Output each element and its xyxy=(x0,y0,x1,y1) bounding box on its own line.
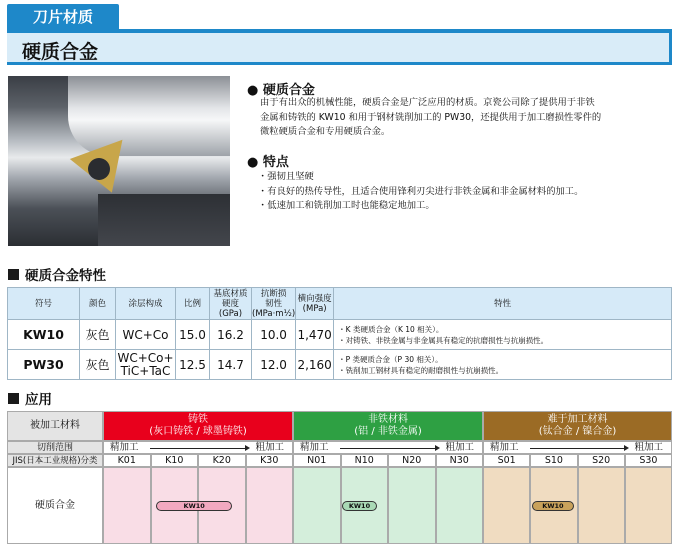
arrow-head-icon xyxy=(435,445,440,451)
grade-toughness: 12.0 xyxy=(252,350,296,380)
rough-label: 粗加工 xyxy=(445,441,474,453)
desc-line: ・铣削加工钢材具有稳定的耐磨损性与抗崩损性。 xyxy=(338,365,504,375)
jis-code: N20 xyxy=(388,454,436,467)
square-bullet-icon xyxy=(8,269,19,280)
jis-code: S10 xyxy=(530,454,577,467)
row-label-material: 被加工材料 xyxy=(7,411,103,441)
desc-line: ・K 类硬质合金（K 10 相关）。 xyxy=(338,324,444,334)
row-label-grade: 硬质合金 xyxy=(7,467,103,544)
jis-code: K30 xyxy=(246,454,294,467)
desc-line: ・对铸铁、非铁金属与非金属具有稳定的抗磨损性与抗崩损性。 xyxy=(338,335,549,345)
grade-cell xyxy=(578,467,625,544)
col-header: 基底材质 硬度 (GPa) xyxy=(210,288,252,320)
feature-item: ・强韧且坚硬 xyxy=(258,171,314,182)
desc-line: ・P 类硬质合金（P 30 相关）。 xyxy=(338,354,443,364)
col-header: 特性 xyxy=(334,288,672,320)
range-arrow-icon xyxy=(340,448,436,449)
row-label-range: 切削范围 xyxy=(7,441,103,454)
finish-label: 精加工 xyxy=(110,441,139,453)
grade-ratio: 12.5 xyxy=(176,350,210,380)
col-header: 符号 xyxy=(8,288,80,320)
range-arrow-icon xyxy=(150,448,246,449)
col-header: 抗断损 韧性 (MPa·m½) xyxy=(252,288,296,319)
intro-line: 由于有出众的机械性能，硬质合金是广泛应用的材质。京瓷公司除了提供用于非铁 xyxy=(260,97,595,108)
jis-code: K01 xyxy=(103,454,151,467)
jis-code: S01 xyxy=(483,454,530,467)
grade-description xyxy=(334,350,672,380)
col-header: 横向强度 (MPa) xyxy=(296,288,334,320)
jis-code: N10 xyxy=(341,454,389,467)
grade-color: 灰色 xyxy=(80,320,116,350)
grade-symbol: KW10 xyxy=(8,320,80,350)
grade-ratio: 15.0 xyxy=(176,320,210,350)
props-section-title: 硬质合金特性 xyxy=(25,268,106,284)
grade-range-bar: KW10 xyxy=(342,501,376,511)
jis-code: N30 xyxy=(436,454,484,467)
app-section-title: 应用 xyxy=(25,392,52,408)
arrow-head-icon xyxy=(245,445,250,451)
jis-code: S30 xyxy=(625,454,672,467)
finish-label: 精加工 xyxy=(490,441,519,453)
props-section-heading xyxy=(8,264,106,284)
row-label-jis: JIS(日本工业规格)分类 xyxy=(7,454,103,467)
rough-label: 粗加工 xyxy=(634,441,663,453)
jis-code: K20 xyxy=(198,454,246,467)
grade-hardness: 14.7 xyxy=(210,350,252,380)
intro-line: 微粒硬质合金和专用硬质合金。 xyxy=(260,126,391,137)
features-heading: ● 特点 xyxy=(247,155,289,170)
grade-coating: WC+Co+ TiC+TaC xyxy=(117,350,174,378)
grade-hardness: 16.2 xyxy=(210,320,252,350)
page-title: 硬质合金 xyxy=(22,41,99,63)
cutting-range-row xyxy=(293,441,483,454)
app-section-heading xyxy=(8,388,52,408)
cutting-range-row xyxy=(483,441,672,454)
feature-item: ・有良好的热传导性，且适合使用锋利刃尖进行非铁金属和非金属材料的加工。 xyxy=(258,185,584,197)
range-arrow-icon xyxy=(530,448,625,449)
finish-label: 精加工 xyxy=(300,441,329,453)
grade-toughness: 10.0 xyxy=(252,320,296,350)
grade-range-bar: KW10 xyxy=(156,501,232,511)
arrow-head-icon xyxy=(624,445,629,451)
grade-coating: WC+Co xyxy=(116,320,176,350)
grade-cell xyxy=(483,467,530,544)
title-bar xyxy=(7,29,672,65)
grade-description xyxy=(334,320,672,350)
square-bullet-icon xyxy=(8,393,19,404)
grade-cell xyxy=(436,467,484,544)
table-row xyxy=(8,320,672,350)
col-header: 涂层构成 xyxy=(116,288,176,320)
product-photo xyxy=(8,76,230,246)
material-group-header: 非铁材料 (铝 / 非铁金属) xyxy=(293,411,483,441)
section-tag: 刀片材质 xyxy=(7,4,119,29)
intro-text xyxy=(260,96,672,140)
grade-cell xyxy=(246,467,294,544)
grade-cell xyxy=(293,467,341,544)
table-row xyxy=(8,350,672,380)
grade-cell xyxy=(625,467,672,544)
grade-symbol: PW30 xyxy=(8,350,80,380)
jis-code: S20 xyxy=(578,454,625,467)
jis-code: K10 xyxy=(151,454,199,467)
material-group-header: 铸铁 (灰口铸铁 / 球墨铸铁) xyxy=(103,411,293,441)
cutting-range-row xyxy=(103,441,293,454)
jis-code: N01 xyxy=(293,454,341,467)
grade-cell xyxy=(103,467,151,544)
application-chart xyxy=(7,411,672,544)
grade-color: 灰色 xyxy=(80,350,116,380)
intro-line: 金属和铸铁的 KW10 和用于钢材铣削加工的 PW30，还提供用于加工磨损性零件的 xyxy=(260,111,602,123)
grade-strength: 1,470 xyxy=(296,320,334,350)
col-header: 颜色 xyxy=(80,288,116,320)
intro-heading: ● 硬质合金 xyxy=(247,83,315,98)
col-header: 比例 xyxy=(176,288,210,320)
features-list xyxy=(258,170,672,214)
feature-item: ・低速加工和铣削加工时也能稳定地加工。 xyxy=(258,200,435,211)
material-group-header: 难于加工材料 (钛合金 / 镍合金) xyxy=(483,411,672,441)
grade-cell xyxy=(388,467,436,544)
grade-range-bar: KW10 xyxy=(532,501,574,511)
grade-strength: 2,160 xyxy=(296,350,334,380)
rough-label: 粗加工 xyxy=(255,441,284,453)
properties-table xyxy=(7,287,672,380)
